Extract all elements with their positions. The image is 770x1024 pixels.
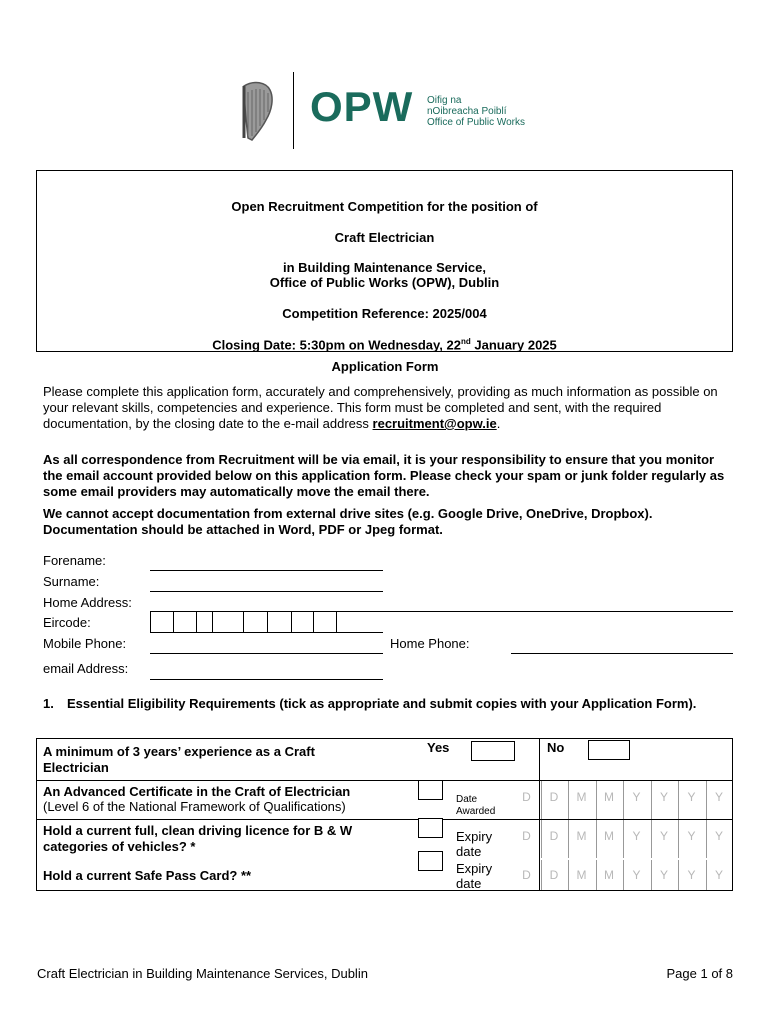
closing-date: Closing Date: 5:30pm on Wednesday, 22nd January 2025 xyxy=(212,337,557,353)
intro-paragraph: Please complete this application form, accurately and comprehensively, providing as much information as possible on your relevant skills, competencies and experience. This form must be completed and sent, with the required documentation, by the closing date to the e-mail address recruitment@opw.ie. xyxy=(43,384,718,431)
date-cell-divider xyxy=(706,860,707,890)
safe-pass-checkbox[interactable] xyxy=(418,851,443,871)
date-digit-placeholder[interactable]: Y xyxy=(632,790,641,804)
date-digit-placeholder[interactable]: D xyxy=(522,790,531,804)
eircode-box[interactable] xyxy=(291,611,314,633)
date-cell-divider xyxy=(706,820,707,858)
date-digit-placeholder[interactable]: M xyxy=(576,829,587,843)
certificate-checkbox[interactable] xyxy=(418,780,443,800)
safe-pass-requirement: Hold a current Safe Pass Card? ** xyxy=(43,868,252,883)
eircode-label: Eircode: xyxy=(43,615,91,630)
title-office: Office of Public Works (OPW), Dublin xyxy=(269,275,500,290)
date-cell-divider xyxy=(651,781,652,819)
date-digit-placeholder[interactable]: Y xyxy=(687,829,696,843)
home-phone-label: Home Phone: xyxy=(390,636,470,651)
certificate-level-note: (Level 6 of the National Framework of Qualifications) xyxy=(43,799,346,814)
date-digit-placeholder[interactable]: Y xyxy=(632,868,641,882)
surname-label: Surname: xyxy=(43,574,100,589)
recruitment-email-link[interactable]: recruitment@opw.ie xyxy=(372,416,497,431)
date-cell-divider xyxy=(706,781,707,819)
eircode-box[interactable] xyxy=(313,611,337,633)
date-digit-placeholder[interactable]: Y xyxy=(659,868,668,882)
harp-emblem-icon xyxy=(236,80,280,142)
date-cell-divider xyxy=(678,781,679,819)
date-cell-divider xyxy=(541,860,542,890)
date-digit-placeholder[interactable]: M xyxy=(604,868,614,882)
date-cell-divider xyxy=(678,820,679,858)
footer-title: Craft Electrician in Building Maintenance Services, Dublin xyxy=(37,966,368,981)
yes-label: Yes xyxy=(427,740,450,755)
date-cell-divider xyxy=(623,860,624,890)
email-notice: As all correspondence from Recruitment will be via email, it is your responsibility to ensure that you monitor the email account provided below on this application form. Please check your spam or junk folder regularly as some email providers may automatically move the email there. xyxy=(43,452,725,499)
title-service: in Building Maintenance Service, xyxy=(283,260,486,275)
date-digit-placeholder[interactable]: Y xyxy=(714,829,723,843)
date-cell-divider xyxy=(651,860,652,890)
date-digit-placeholder[interactable]: D xyxy=(549,868,559,882)
forename-label: Forename: xyxy=(43,553,106,568)
logo-irish-line-1: Oifig na xyxy=(427,95,462,106)
date-cell-divider xyxy=(568,820,569,858)
logo-english-line: Office of Public Works xyxy=(427,117,525,128)
date-digit-placeholder[interactable]: D xyxy=(549,829,559,843)
date-cell-divider xyxy=(596,860,597,890)
date-digit-placeholder[interactable]: Y xyxy=(659,829,668,843)
eircode-box[interactable] xyxy=(212,611,244,633)
date-digit-placeholder[interactable]: Y xyxy=(659,790,668,804)
date-cell-divider xyxy=(596,781,597,819)
email-address-label: email Address: xyxy=(43,661,129,676)
date-digit-placeholder[interactable]: Y xyxy=(687,790,696,804)
driving-licence-requirement: Hold a current full, clean driving licence for B & W categories of vehicles? * xyxy=(43,823,353,854)
eircode-box[interactable] xyxy=(173,611,197,633)
eircode-line xyxy=(336,632,383,633)
date-cell-divider xyxy=(596,820,597,858)
date-cell-divider xyxy=(568,860,569,890)
date-digit-placeholder[interactable]: M xyxy=(604,829,614,843)
forename-field[interactable] xyxy=(150,570,383,571)
date-digit-placeholder[interactable]: Y xyxy=(714,790,723,804)
eircode-box[interactable] xyxy=(196,611,213,633)
date-digit-placeholder[interactable]: M xyxy=(604,790,614,804)
date-cell-divider xyxy=(678,860,679,890)
date-cell-divider xyxy=(541,820,542,858)
date-digit-placeholder[interactable]: Y xyxy=(714,868,723,882)
home-phone-field[interactable] xyxy=(511,653,733,654)
competition-reference: Competition Reference: 2025/004 xyxy=(282,306,487,321)
date-cell-divider xyxy=(651,820,652,858)
date-digit-placeholder[interactable]: D xyxy=(522,868,531,882)
logo-divider xyxy=(293,72,294,149)
logo-irish-line-2: nOibreacha Poiblí xyxy=(427,106,507,117)
section-number: 1. xyxy=(43,696,54,711)
experience-no-checkbox[interactable] xyxy=(588,740,630,760)
form-heading: Application Form xyxy=(331,359,439,374)
date-cell-divider xyxy=(623,781,624,819)
eircode-box[interactable] xyxy=(267,611,292,633)
safe-pass-expiry-label: Expiry date xyxy=(456,861,493,891)
opw-wordmark: OPW xyxy=(310,83,414,130)
experience-yes-checkbox[interactable] xyxy=(471,741,515,761)
date-cell-divider xyxy=(568,781,569,819)
no-label: No xyxy=(547,740,565,755)
surname-field[interactable] xyxy=(150,591,383,592)
date-cell-divider xyxy=(623,820,624,858)
eircode-box[interactable] xyxy=(243,611,268,633)
date-awarded-label: Date Awarded xyxy=(456,794,496,817)
email-address-field[interactable] xyxy=(150,679,383,680)
title-position: Craft Electrician xyxy=(334,230,435,245)
date-digit-placeholder[interactable]: D xyxy=(522,829,531,843)
title-line-1: Open Recruitment Competition for the position of xyxy=(231,199,538,214)
competition-title-box xyxy=(36,170,733,352)
experience-requirement: A minimum of 3 years’ experience as a Craft Electrician xyxy=(43,744,315,775)
page-number: Page 1 of 8 xyxy=(666,966,733,981)
driving-licence-checkbox[interactable] xyxy=(418,818,443,838)
date-cell-divider xyxy=(541,781,542,819)
date-digit-placeholder[interactable]: Y xyxy=(687,868,696,882)
licence-expiry-label: Expiry date xyxy=(456,829,493,859)
mobile-phone-field[interactable] xyxy=(150,653,383,654)
date-digit-placeholder[interactable]: D xyxy=(549,790,559,804)
section-heading: Essential Eligibility Requirements (tick as appropriate and submit copies with your Application Form). xyxy=(67,696,697,711)
mobile-phone-label: Mobile Phone: xyxy=(43,636,127,651)
date-digit-placeholder[interactable]: M xyxy=(576,790,587,804)
eircode-box[interactable] xyxy=(150,611,174,633)
certificate-requirement: An Advanced Certificate in the Craft of Electrician xyxy=(43,784,351,799)
home-address-label: Home Address: xyxy=(43,595,132,610)
date-digit-placeholder[interactable]: M xyxy=(576,868,587,882)
documentation-notice: We cannot accept documentation from external drive sites (e.g. Google Drive, OneDrive, Dropbox). Documentation should be attached in Word, PDF or Jpeg format. xyxy=(43,506,653,537)
date-digit-placeholder[interactable]: Y xyxy=(632,829,641,843)
